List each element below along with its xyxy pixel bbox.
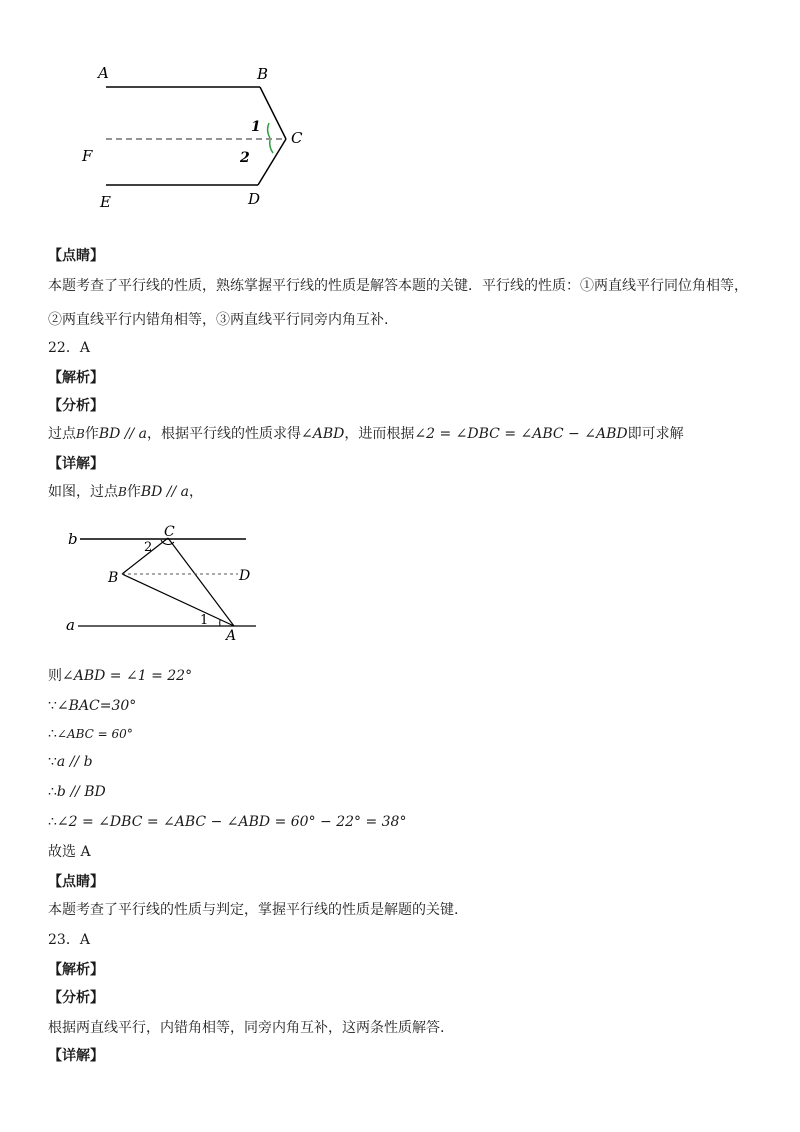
label-angle-2: 2 xyxy=(144,540,153,555)
label-angle-1: 1 xyxy=(200,613,209,628)
label-point-d: D xyxy=(239,568,251,584)
q22-xiangjie-heading: 【详解】 xyxy=(48,456,104,472)
q22-step-5: ∴b // BD xyxy=(48,784,106,800)
label-angle-2: 2 xyxy=(240,150,250,166)
q22-intro: 如图，过点B作BD // a， xyxy=(48,484,204,500)
dianjing-text-2: ②两直线平行内错角相等，③两直线平行同旁内角互补. xyxy=(48,312,389,328)
q22-step-2: ∵∠BAC=30° xyxy=(48,698,137,714)
q23-analysis: 根据两直线平行，内错角相等，同旁内角互补，这两条性质解答. xyxy=(48,1020,445,1036)
q22-jiexi-heading: 【解析】 xyxy=(48,370,104,386)
figure-triangle-parallel xyxy=(60,520,270,650)
label-c: C xyxy=(291,129,303,147)
q22-step-1: 则∠ABD = ∠1 = 22° xyxy=(48,668,193,684)
q23-xiangjie-heading: 【详解】 xyxy=(48,1048,104,1064)
q22-analysis: 过点B作BD // a，根据平行线的性质求得∠ABD，进而根据∠2 = ∠DBC = ∠ABC − ∠ABD即可求解 xyxy=(48,426,684,442)
label-line-b: b xyxy=(68,530,78,548)
q22-step-4: ∵a // b xyxy=(48,754,93,770)
q23-fenxi-heading: 【分析】 xyxy=(48,990,104,1006)
question-23-number: 23．A xyxy=(48,932,90,948)
label-e: E xyxy=(100,193,111,211)
label-f: F xyxy=(82,147,93,165)
q22-dianjing-text: 本题考查了平行线的性质与判定，掌握平行线的性质是解题的关键. xyxy=(48,902,459,918)
label-point-b: B xyxy=(108,570,119,586)
label-point-a: A xyxy=(226,628,237,644)
q22-step-6: ∴∠2 = ∠DBC = ∠ABC − ∠ABD = 60° − 22° = 38° xyxy=(48,814,407,830)
label-d: D xyxy=(248,190,261,208)
label-a: A xyxy=(98,64,109,82)
q22-fenxi-heading: 【分析】 xyxy=(48,398,104,414)
dianjing-heading: 【点睛】 xyxy=(48,248,104,264)
q22-choice: 故选 A xyxy=(48,844,91,860)
q22-dianjing-heading: 【点睛】 xyxy=(48,874,104,890)
q22-step-3: ∴∠ABC = 60° xyxy=(48,726,133,742)
label-line-a: a xyxy=(66,616,75,634)
dianjing-text-1: 本题考查了平行线的性质，熟练掌握平行线的性质是解答本题的关键．平行线的性质：①两直线平行同位角相等， xyxy=(48,278,748,294)
label-b: B xyxy=(257,65,269,83)
label-angle-1: 1 xyxy=(251,119,261,135)
q23-jiexi-heading: 【解析】 xyxy=(48,962,104,978)
label-point-c: C xyxy=(164,524,175,540)
question-22-number: 22．A xyxy=(48,340,90,356)
figure-parallel-lines-abcde xyxy=(70,55,340,215)
